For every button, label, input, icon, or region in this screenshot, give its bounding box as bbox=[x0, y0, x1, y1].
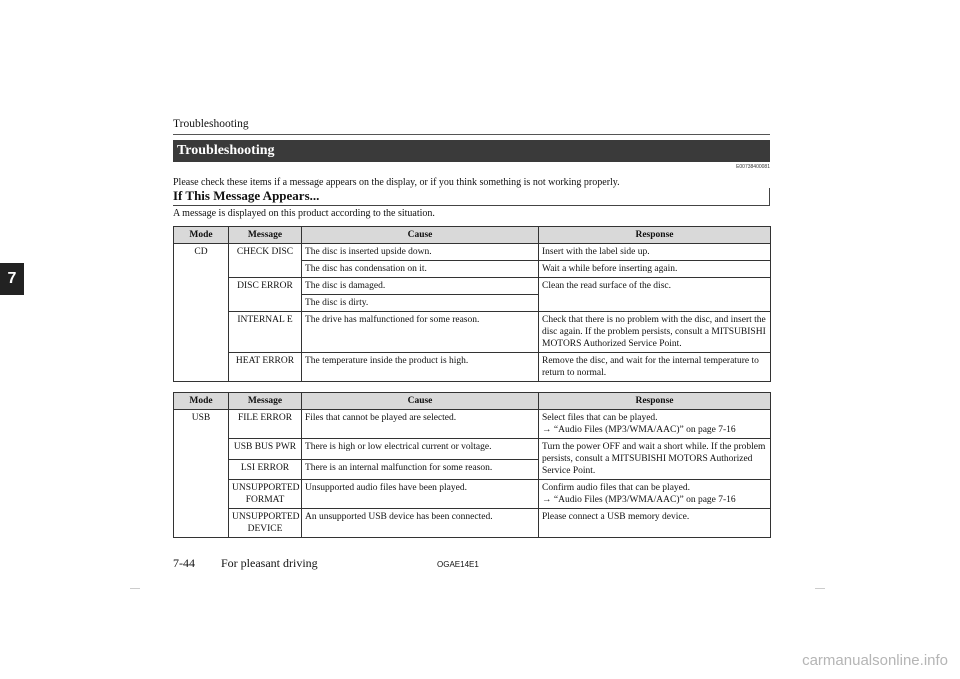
response-text: Confirm audio files that can be played. bbox=[542, 483, 690, 493]
header-cause: Cause bbox=[302, 393, 539, 410]
header-rule bbox=[173, 134, 770, 135]
section-code: E00738400081 bbox=[736, 164, 770, 170]
table-row bbox=[174, 312, 771, 353]
message-cell: INTERNAL E bbox=[229, 312, 302, 353]
page-reference-link[interactable]: → “Audio Files (MP3/WMA/AAC)” on page 7-16 bbox=[542, 425, 736, 435]
table-row bbox=[174, 480, 771, 509]
cause-cell: An unsupported USB device has been connected. bbox=[302, 509, 539, 538]
cause-cell: The temperature inside the product is high. bbox=[302, 353, 539, 382]
crop-mark bbox=[130, 588, 140, 589]
message-cell: UNSUPPORTED DEVICE bbox=[229, 509, 302, 538]
cause-cell: The drive has malfunctioned for some reason. bbox=[302, 312, 539, 353]
subsection-rule bbox=[173, 205, 770, 206]
message-cell: LSI ERROR bbox=[229, 459, 302, 480]
cause-cell: Unsupported audio files have been played. bbox=[302, 480, 539, 509]
header-mode: Mode bbox=[174, 393, 229, 410]
table-row bbox=[174, 439, 771, 460]
response-cell: Insert with the label side up. bbox=[539, 244, 771, 261]
cause-cell: The disc is dirty. bbox=[302, 295, 539, 312]
response-cell: Clean the read surface of the disc. bbox=[539, 278, 771, 312]
message-cell: UNSUPPORTED FORMAT bbox=[229, 480, 302, 509]
cause-cell: The disc is damaged. bbox=[302, 278, 539, 295]
cause-cell: The disc is inserted upside down. bbox=[302, 244, 539, 261]
subsection-title: If This Message Appears... bbox=[173, 188, 320, 203]
response-cell: Wait a while before inserting again. bbox=[539, 261, 771, 278]
response-cell: Remove the disc, and wait for the internal temperature to return to normal. bbox=[539, 353, 771, 382]
message-cell: HEAT ERROR bbox=[229, 353, 302, 382]
cause-cell: The disc has condensation on it. bbox=[302, 261, 539, 278]
section-title-bar: Troubleshooting bbox=[173, 140, 770, 162]
document-code: OGAE14E1 bbox=[437, 560, 479, 569]
header-message: Message bbox=[229, 227, 302, 244]
response-cell bbox=[539, 480, 771, 509]
message-cell: USB BUS PWR bbox=[229, 439, 302, 460]
table-row bbox=[174, 509, 771, 538]
mode-cell: USB bbox=[174, 410, 229, 538]
crop-mark bbox=[815, 588, 825, 589]
header-response: Response bbox=[539, 227, 771, 244]
message-cell: DISC ERROR bbox=[229, 278, 302, 312]
response-cell: Turn the power OFF and wait a short while. If the problem persists, consult a MITSUBISHI MOTORS Authorized Service Point. bbox=[539, 439, 771, 480]
table-header-row bbox=[174, 227, 771, 244]
watermark: carmanualsonline.info bbox=[802, 652, 948, 669]
usb-message-table bbox=[173, 392, 771, 538]
mode-cell: CD bbox=[174, 244, 229, 382]
chapter-tab: 7 bbox=[0, 263, 24, 295]
cause-cell: There is high or low electrical current or voltage. bbox=[302, 439, 539, 460]
table-header-row bbox=[174, 393, 771, 410]
table-row bbox=[174, 410, 771, 439]
table-row bbox=[174, 244, 771, 261]
section-intro: Please check these items if a message appears on the display, or if you think something is not working properly. bbox=[173, 177, 620, 188]
cause-cell: There is an internal malfunction for some reason. bbox=[302, 459, 539, 480]
header-mode: Mode bbox=[174, 227, 229, 244]
header-cause: Cause bbox=[302, 227, 539, 244]
header-response: Response bbox=[539, 393, 771, 410]
subsection-intro: A message is displayed on this product according to the situation. bbox=[173, 208, 435, 219]
response-cell: Please connect a USB memory device. bbox=[539, 509, 771, 538]
response-cell bbox=[539, 410, 771, 439]
response-cell: Check that there is no problem with the disc, and insert the disc again. If the problem persists, consult a MITSUBISHI MOTORS Authorized Service Point. bbox=[539, 312, 771, 353]
table-row bbox=[174, 353, 771, 382]
message-cell: FILE ERROR bbox=[229, 410, 302, 439]
header-message: Message bbox=[229, 393, 302, 410]
message-cell: CHECK DISC bbox=[229, 244, 302, 278]
subsection-vertical-rule bbox=[769, 188, 770, 206]
response-text: Select files that can be played. bbox=[542, 413, 658, 423]
cause-cell: Files that cannot be played are selected. bbox=[302, 410, 539, 439]
footer-chapter-title: For pleasant driving bbox=[221, 556, 318, 570]
running-header: Troubleshooting bbox=[173, 118, 249, 130]
table-row bbox=[174, 278, 771, 295]
cd-message-table bbox=[173, 226, 771, 382]
page-reference-link[interactable]: → “Audio Files (MP3/WMA/AAC)” on page 7-16 bbox=[542, 495, 736, 505]
page-number: 7-44 bbox=[173, 556, 195, 570]
